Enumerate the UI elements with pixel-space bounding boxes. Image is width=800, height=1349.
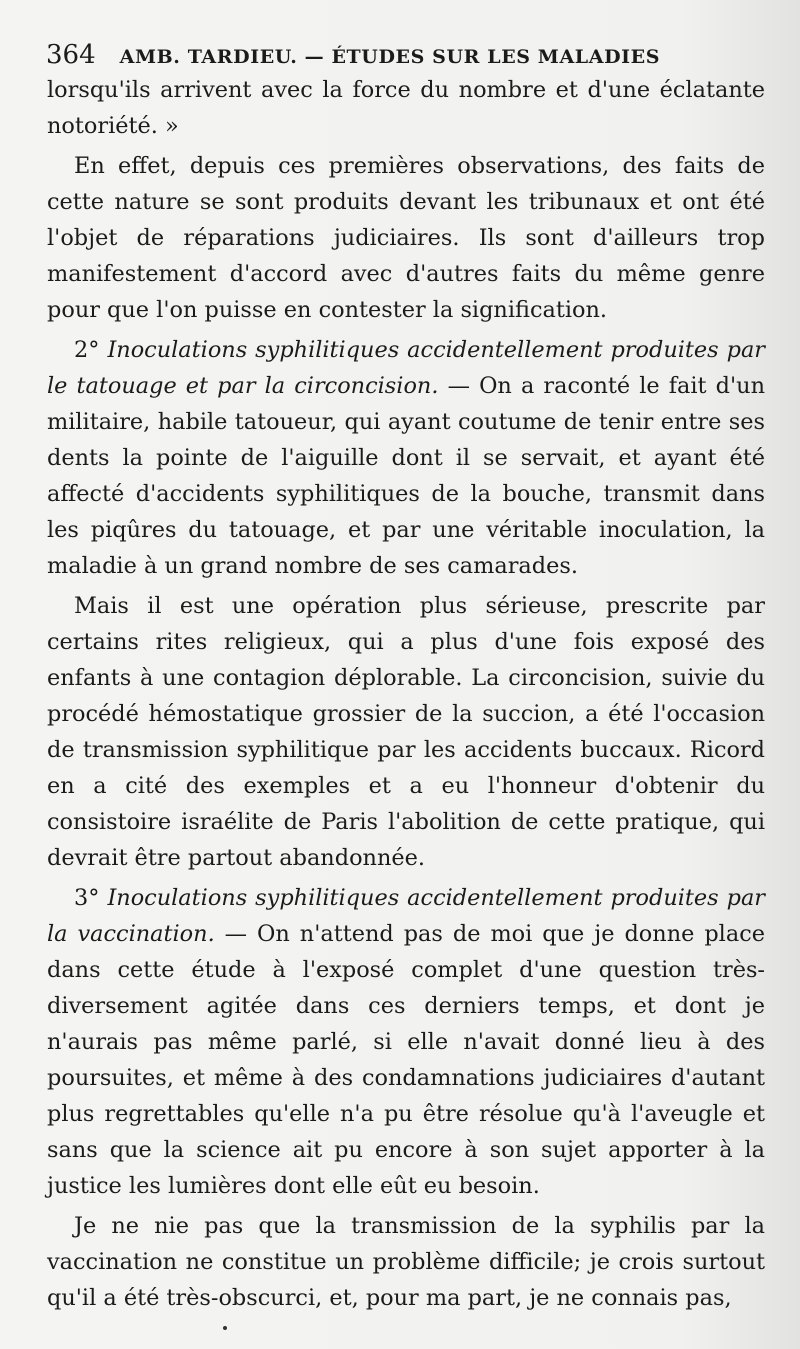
section-heading: Inoculations syphilitiques accidentellement produites par le tatouage et par la circoncision. bbox=[47, 337, 766, 399]
running-title: AMB. TARDIEU. — ÉTUDES SUR LES MALADIES bbox=[119, 46, 661, 68]
page-number: 364 bbox=[46, 40, 96, 70]
running-head bbox=[46, 40, 766, 70]
paragraph-text: — On a raconté le fait d'un militaire, habile tatoueur, qui ayant coutume de tenir entre ses dents la pointe de l'aiguille dont il se servait, et ayant été affecté d'accidents syphilitiques de la bouche, transmit dans les piqûres du tatouage, et par une véritable inoculation, la maladie à un grand nombre de ses camarades. bbox=[47, 373, 765, 579]
paragraph bbox=[47, 588, 765, 876]
print-speck bbox=[223, 1326, 227, 1330]
page-body bbox=[47, 72, 765, 1316]
section-paragraph-vaccination bbox=[47, 880, 765, 1204]
paragraph-text: — On n'attend pas de moi que je donne place dans cette étude à l'exposé complet d'une question très-diversement agitée dans ces derniers temps, et dont je n'aurais pas même parlé, si elle n'avait donné lieu à des poursuites, et même à des condamnations judiciaires d'autant plus regrettables qu'elle n'a pu être résolue qu'à l'aveugle et sans que la science ait pu encore à son sujet apporter à la justice les lumières dont elle eût eu besoin. bbox=[47, 921, 765, 1199]
paragraph-continuation bbox=[47, 72, 765, 144]
section-number: 3° bbox=[74, 885, 100, 911]
paragraph-text: Je ne nie pas que la transmission de la syphilis par la vaccination ne constitue un problème difficile; je crois surtout qu'il a été très-obscurci, et, pour ma part, je ne connais pas, bbox=[47, 1213, 765, 1311]
paragraph bbox=[47, 148, 765, 328]
paragraph bbox=[47, 1208, 765, 1316]
paragraph-text: lorsqu'ils arrivent avec la force du nombre et d'une éclatante notoriété. » bbox=[47, 77, 765, 139]
paragraph-text: Mais il est une opération plus sérieuse, prescrite par certains rites religieux, qui a plus d'une fois exposé des enfants à une contagion déplorable. La circoncision, suivie du procédé hémostatique grossier de la succion, a été l'occasion de transmission syphilitique par les accidents buccaux. Ricord en a cité des exemples et a eu l'honneur d'obtenir du consistoire israélite de Paris l'abolition de cette pratique, qui devrait être partout abandonnée. bbox=[47, 593, 765, 871]
section-paragraph-tatouage bbox=[47, 332, 765, 584]
section-number: 2° bbox=[74, 337, 100, 363]
paragraph-text: En effet, depuis ces premières observations, des faits de cette nature se sont produits devant les tribunaux et ont été l'objet de réparations judiciaires. Ils sont d'ailleurs trop manifestement d'accord avec d'autres faits du même genre pour que l'on puisse en contester la signification. bbox=[47, 153, 765, 323]
section-heading: Inoculations syphilitiques accidentellement produites par la vaccination. bbox=[47, 885, 766, 947]
